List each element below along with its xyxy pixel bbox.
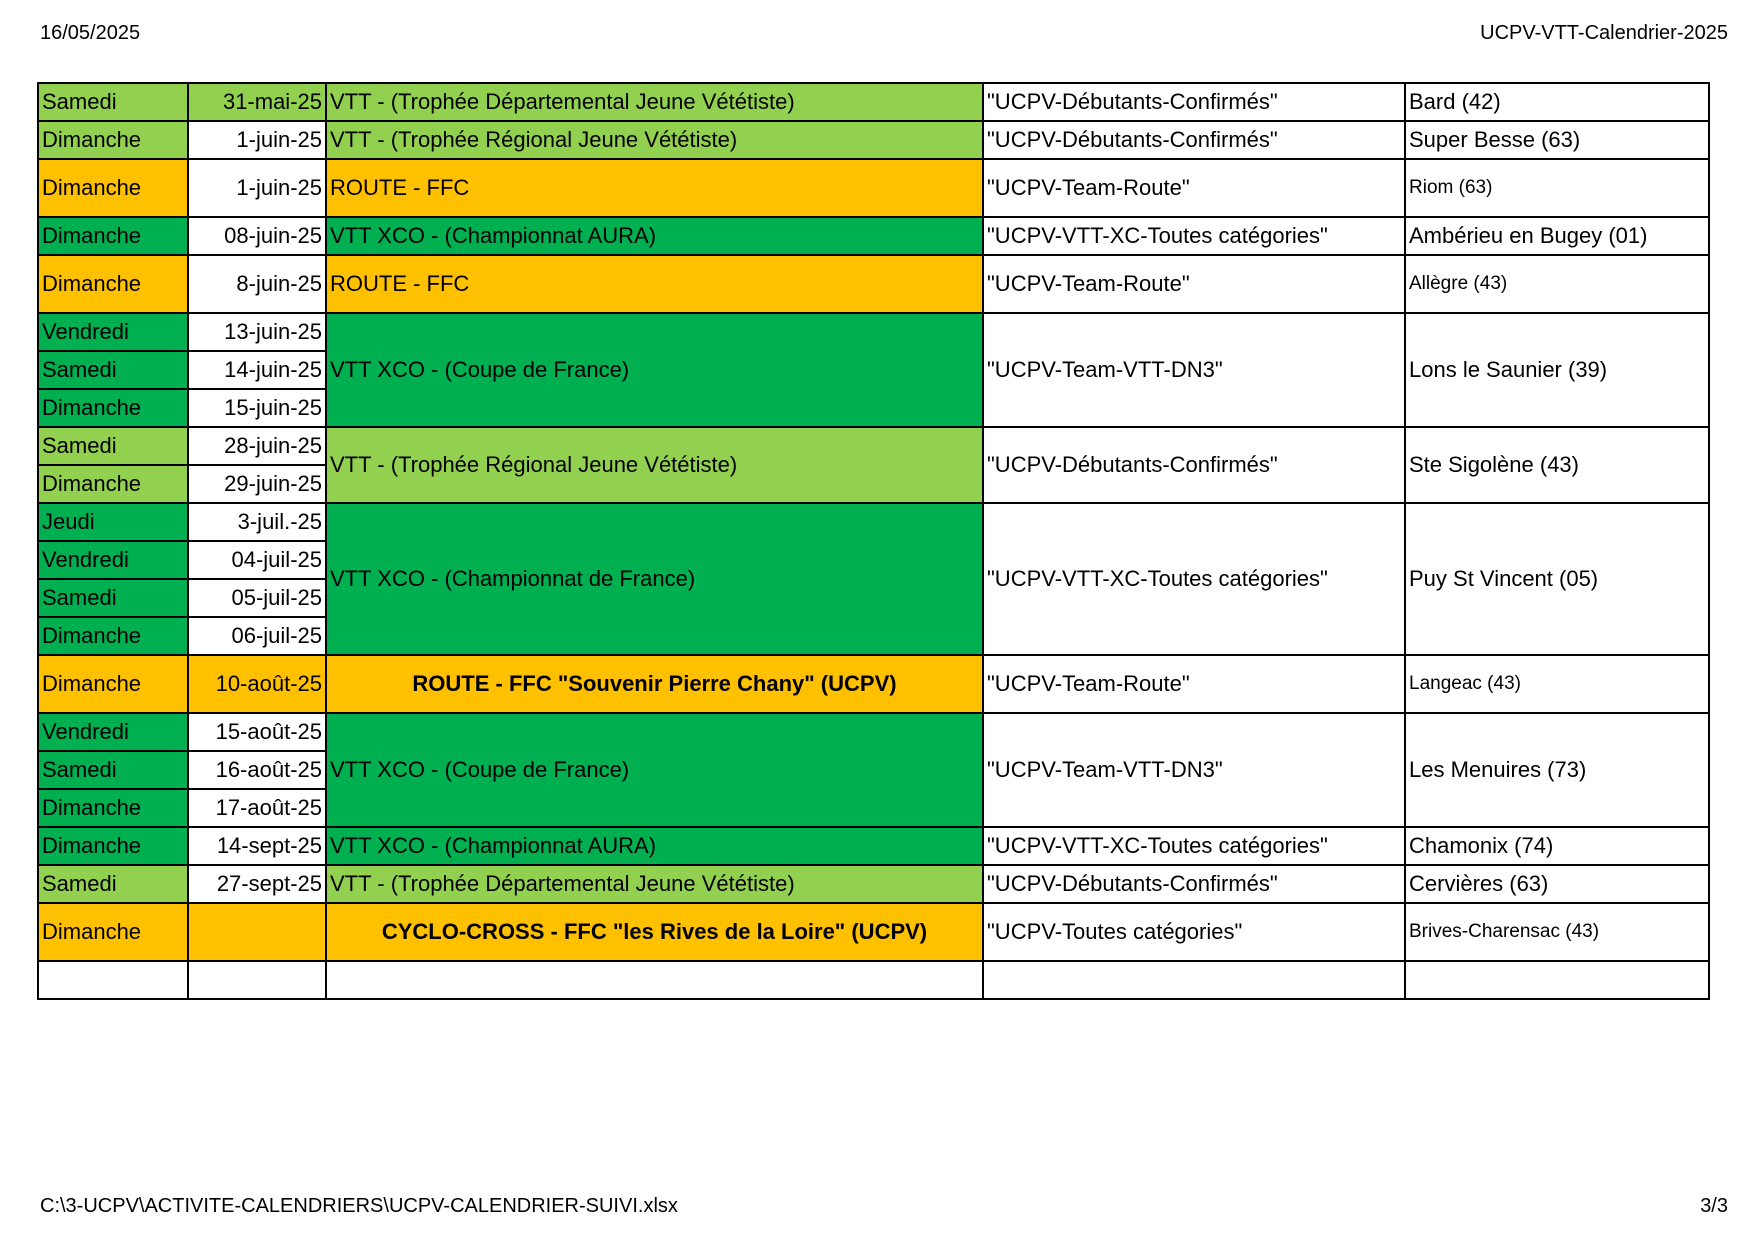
day-cell: Vendredi	[38, 313, 188, 351]
table-row	[38, 827, 1709, 865]
location-cell: Allègre (43)	[1405, 255, 1709, 313]
day-cell: Samedi	[38, 865, 188, 903]
table-row	[38, 255, 1709, 313]
event-cell: VTT XCO - (Championnat AURA)	[326, 217, 983, 255]
event-cell: VTT XCO - (Championnat AURA)	[326, 827, 983, 865]
team-cell: "UCPV-Débutants-Confirmés"	[983, 427, 1405, 503]
date-cell: 1-juin-25	[188, 159, 326, 217]
event-cell: ROUTE - FFC	[326, 159, 983, 217]
date-cell: 13-juin-25	[188, 313, 326, 351]
table-row	[38, 121, 1709, 159]
event-cell: VTT XCO - (Coupe de France)	[326, 313, 983, 427]
event-cell: VTT - (Trophée Régional Jeune Vététiste)	[326, 427, 983, 503]
location-cell: Cervières (63)	[1405, 865, 1709, 903]
table-row	[38, 903, 1709, 961]
event-cell: VTT - (Trophée Départemental Jeune Vététiste)	[326, 83, 983, 121]
date-cell: 8-juin-25	[188, 255, 326, 313]
date-cell: 14-juin-25	[188, 351, 326, 389]
header-title: UCPV-VTT-Calendrier-2025	[1480, 22, 1728, 44]
empty-cell	[1405, 961, 1709, 999]
date-cell: 17-août-25	[188, 789, 326, 827]
date-cell: 10-août-25	[188, 655, 326, 713]
day-cell: Dimanche	[38, 159, 188, 217]
table-row	[38, 83, 1709, 121]
empty-cell	[38, 961, 188, 999]
event-cell: CYCLO-CROSS - FFC "les Rives de la Loire" (UCPV)	[326, 903, 983, 961]
date-cell: 08-juin-25	[188, 217, 326, 255]
table-row	[38, 655, 1709, 713]
table-row	[38, 503, 1709, 541]
footer-file-path: C:\3-UCPV\ACTIVITE-CALENDRIERS\UCPV-CALENDRIER-SUIVI.xlsx	[40, 1195, 678, 1217]
team-cell: "UCPV-Team-VTT-DN3"	[983, 313, 1405, 427]
day-cell: Samedi	[38, 83, 188, 121]
team-cell: "UCPV-Team-Route"	[983, 255, 1405, 313]
team-cell: "UCPV-VTT-XC-Toutes catégories"	[983, 503, 1405, 655]
team-cell: "UCPV-VTT-XC-Toutes catégories"	[983, 217, 1405, 255]
date-cell: 28-juin-25	[188, 427, 326, 465]
team-cell: "UCPV-Toutes catégories"	[983, 903, 1405, 961]
location-cell: Brives-Charensac (43)	[1405, 903, 1709, 961]
date-cell: 27-sept-25	[188, 865, 326, 903]
empty-cell	[188, 961, 326, 999]
table-row-empty	[38, 961, 1709, 999]
day-cell: Dimanche	[38, 217, 188, 255]
day-cell: Dimanche	[38, 121, 188, 159]
day-cell: Samedi	[38, 427, 188, 465]
location-cell: Ste Sigolène (43)	[1405, 427, 1709, 503]
date-cell: 05-juil-25	[188, 579, 326, 617]
team-cell: "UCPV-Team-Route"	[983, 159, 1405, 217]
day-cell: Dimanche	[38, 903, 188, 961]
table-row	[38, 713, 1709, 751]
location-cell: Super Besse (63)	[1405, 121, 1709, 159]
date-cell	[188, 903, 326, 961]
location-cell: Bard (42)	[1405, 83, 1709, 121]
day-cell: Dimanche	[38, 789, 188, 827]
location-cell: Les Menuires (73)	[1405, 713, 1709, 827]
table-row	[38, 427, 1709, 465]
team-cell: "UCPV-Team-Route"	[983, 655, 1405, 713]
location-cell: Ambérieu en Bugey (01)	[1405, 217, 1709, 255]
date-cell: 06-juil-25	[188, 617, 326, 655]
event-cell: VTT XCO - (Coupe de France)	[326, 713, 983, 827]
event-cell: VTT XCO - (Championnat de France)	[326, 503, 983, 655]
empty-cell	[326, 961, 983, 999]
date-cell: 3-juil.-25	[188, 503, 326, 541]
team-cell: "UCPV-Débutants-Confirmés"	[983, 83, 1405, 121]
table-row	[38, 217, 1709, 255]
day-cell: Samedi	[38, 579, 188, 617]
location-cell: Langeac (43)	[1405, 655, 1709, 713]
location-cell: Chamonix (74)	[1405, 827, 1709, 865]
day-cell: Dimanche	[38, 617, 188, 655]
date-cell: 16-août-25	[188, 751, 326, 789]
date-cell: 04-juil-25	[188, 541, 326, 579]
day-cell: Samedi	[38, 351, 188, 389]
location-cell: Lons le Saunier (39)	[1405, 313, 1709, 427]
calendar-table	[37, 82, 1710, 1000]
table-row	[38, 865, 1709, 903]
date-cell: 29-juin-25	[188, 465, 326, 503]
event-cell: VTT - (Trophée Régional Jeune Vététiste)	[326, 121, 983, 159]
table-row	[38, 313, 1709, 351]
date-cell: 14-sept-25	[188, 827, 326, 865]
location-cell: Puy St Vincent (05)	[1405, 503, 1709, 655]
table-row	[38, 159, 1709, 217]
team-cell: "UCPV-Team-VTT-DN3"	[983, 713, 1405, 827]
day-cell: Jeudi	[38, 503, 188, 541]
header-date: 16/05/2025	[40, 22, 141, 44]
event-cell: ROUTE - FFC	[326, 255, 983, 313]
day-cell: Vendredi	[38, 713, 188, 751]
event-cell: VTT - (Trophée Départemental Jeune Vététiste)	[326, 865, 983, 903]
day-cell: Dimanche	[38, 465, 188, 503]
empty-cell	[983, 961, 1405, 999]
day-cell: Vendredi	[38, 541, 188, 579]
day-cell: Samedi	[38, 751, 188, 789]
date-cell: 15-juin-25	[188, 389, 326, 427]
team-cell: "UCPV-VTT-XC-Toutes catégories"	[983, 827, 1405, 865]
team-cell: "UCPV-Débutants-Confirmés"	[983, 121, 1405, 159]
day-cell: Dimanche	[38, 827, 188, 865]
team-cell: "UCPV-Débutants-Confirmés"	[983, 865, 1405, 903]
day-cell: Dimanche	[38, 255, 188, 313]
date-cell: 15-août-25	[188, 713, 326, 751]
day-cell: Dimanche	[38, 655, 188, 713]
event-cell: ROUTE - FFC "Souvenir Pierre Chany" (UCPV)	[326, 655, 983, 713]
location-cell: Riom (63)	[1405, 159, 1709, 217]
day-cell: Dimanche	[38, 389, 188, 427]
date-cell: 1-juin-25	[188, 121, 326, 159]
date-cell: 31-mai-25	[188, 83, 326, 121]
footer-page-number: 3/3	[1700, 1195, 1728, 1217]
